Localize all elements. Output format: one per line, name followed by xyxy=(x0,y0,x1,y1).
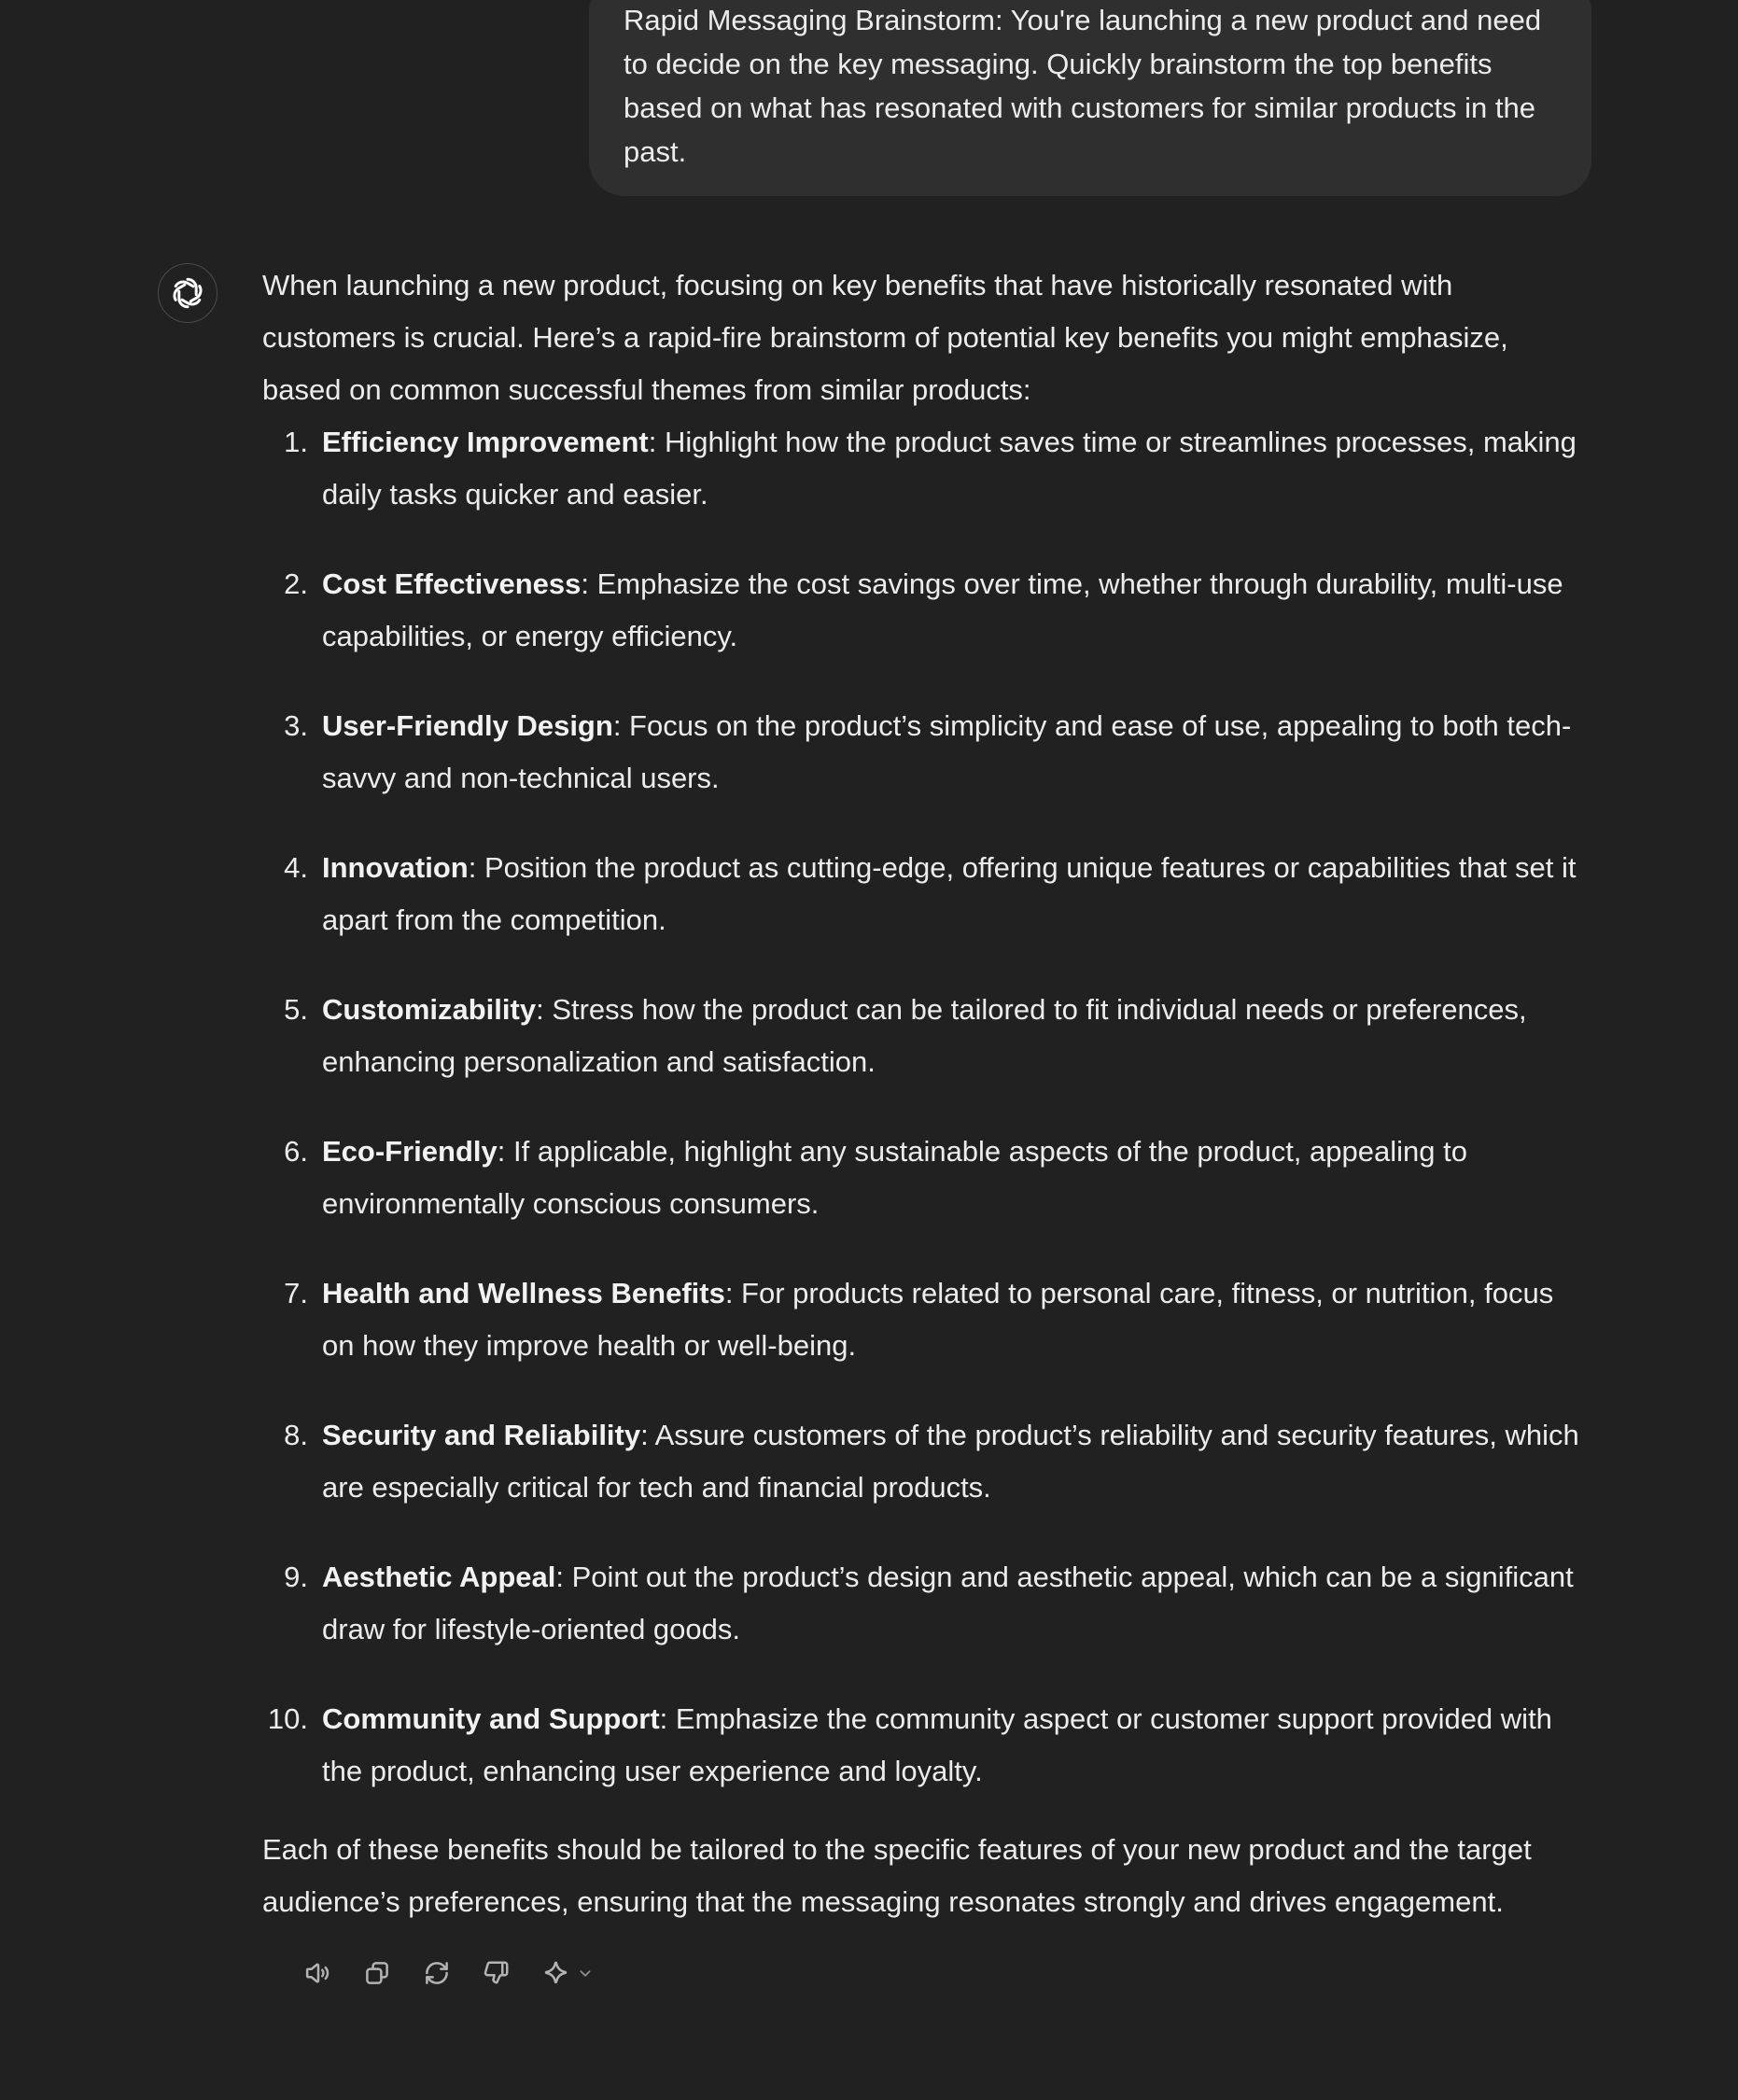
list-item xyxy=(262,1409,1591,1514)
benefit-term: Health and Wellness Benefits xyxy=(322,1277,725,1309)
model-switcher-button[interactable] xyxy=(542,1959,596,1987)
list-number: 1. xyxy=(284,426,308,458)
list-item xyxy=(262,700,1591,805)
list-number: 5. xyxy=(284,993,308,1026)
benefit-term: Customizability xyxy=(322,993,537,1026)
benefit-term: Eco-Friendly xyxy=(322,1135,498,1168)
benefit-description: : Emphasize the cost savings over time, whether through durability, multi-use capabilities, or energy efficiency. xyxy=(322,567,1563,652)
list-item xyxy=(262,1126,1591,1230)
benefit-description: : If applicable, highlight any sustainable aspects of the product, appealing to environmentally conscious consumers. xyxy=(322,1135,1467,1220)
user-message-bubble: Rapid Messaging Brainstorm: You're launching a new product and need to decide on the key messaging. Quickly brainstorm the top benefits based on what has resonated with customers for similar products in the past. xyxy=(589,0,1591,196)
benefit-term: User-Friendly Design xyxy=(322,709,613,742)
benefit-term: Community and Support xyxy=(322,1702,660,1735)
bad-response-button[interactable] xyxy=(483,1959,511,1987)
assistant-outro-paragraph: Each of these benefits should be tailored to the specific features of your new product and the target audience’s preferences, ensuring that the messaging resonates strongly and drives engagement. xyxy=(262,1833,1532,1918)
benefit-description: : For products related to personal care, fitness, or nutrition, focus on how they improve health or well-being. xyxy=(322,1277,1554,1362)
list-item xyxy=(262,1693,1591,1798)
list-number: 2. xyxy=(284,567,308,600)
list-number: 7. xyxy=(284,1277,308,1309)
copy-icon xyxy=(363,1959,391,1987)
speaker-icon xyxy=(303,1959,331,1987)
list-number: 9. xyxy=(284,1561,308,1593)
list-item xyxy=(262,1267,1591,1372)
user-message-row xyxy=(0,0,1738,196)
benefit-term: Efficiency Improvement xyxy=(322,426,649,458)
list-item xyxy=(262,558,1591,663)
benefit-description: : Highlight how the product saves time or streamlines processes, making daily tasks quicker and easier. xyxy=(322,426,1577,511)
assistant-message-content xyxy=(262,259,1591,1994)
benefit-description: : Position the product as cutting-edge, offering unique features or capabilities that set it apart from the competition. xyxy=(322,851,1577,936)
list-number: 10. xyxy=(267,1702,308,1735)
list-number: 3. xyxy=(284,709,308,742)
regenerate-icon xyxy=(423,1959,451,1987)
assistant-avatar xyxy=(158,263,217,323)
chevron-down-icon xyxy=(575,1963,596,1983)
list-item xyxy=(262,416,1591,521)
assistant-message-row xyxy=(0,259,1738,1994)
sparkles-icon xyxy=(542,1959,570,1987)
read-aloud-button[interactable] xyxy=(303,1959,331,1987)
list-number: 6. xyxy=(284,1135,308,1168)
benefit-term: Aesthetic Appeal xyxy=(322,1561,556,1593)
regenerate-button[interactable] xyxy=(423,1959,451,1987)
benefit-term: Cost Effectiveness xyxy=(322,567,582,600)
thumbs-down-icon xyxy=(483,1959,511,1987)
benefit-description: : Stress how the product can be tailored to fit individual needs or preferences, enhancing personalization and satisfaction. xyxy=(322,993,1527,1078)
message-actions xyxy=(303,1953,1591,1994)
benefit-description: : Point out the product’s design and aesthetic appeal, which can be a significant draw for lifestyle-oriented goods. xyxy=(322,1561,1574,1645)
benefits-list xyxy=(262,416,1591,1798)
openai-logo-icon xyxy=(169,274,206,312)
list-item xyxy=(262,842,1591,946)
benefit-term: Security and Reliability xyxy=(322,1419,641,1451)
benefit-description: : Focus on the product’s simplicity and ease of use, appealing to both tech-savvy and non-technical users. xyxy=(322,709,1572,794)
benefit-description: : Assure customers of the product’s reliability and security features, which are especially critical for tech and financial products. xyxy=(322,1419,1579,1504)
copy-button[interactable] xyxy=(363,1959,391,1987)
list-number: 8. xyxy=(284,1419,308,1451)
assistant-intro-paragraph: When launching a new product, focusing on key benefits that have historically resonated with customers is crucial. Here’s a rapid-fire brainstorm of potential key benefits you might emphasize, based on common successful themes from similar products: xyxy=(262,269,1508,406)
benefit-description: : Emphasize the community aspect or customer support provided with the product, enhancing user experience and loyalty. xyxy=(322,1702,1552,1787)
benefit-term: Innovation xyxy=(322,851,469,884)
list-number: 4. xyxy=(284,851,308,884)
list-item xyxy=(262,1551,1591,1656)
list-item xyxy=(262,984,1591,1088)
